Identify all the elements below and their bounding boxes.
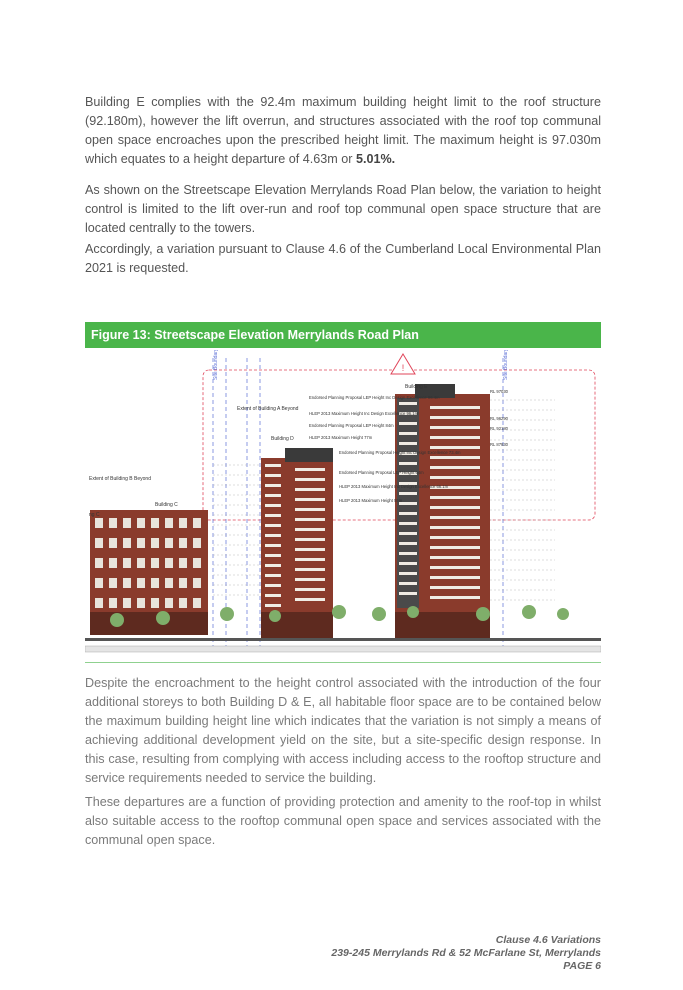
paragraph-streetscape: As shown on the Streetscape Elevation Merrylands Road Plan below, the variation to height control is limited to the lift over-run and roof top communal open space structure that are located centrally to the towers. [85,183,601,235]
footer-document-title: Clause 4.6 Variations [495,934,601,946]
annotation-endorsed-1: Endorsed Planning Proposal LEP Height Inc Design Excellence 96.4m [309,395,440,400]
building-c-left-label: ng C [89,512,100,518]
footer-address: 239-245 Merrylands Rd & 52 McFarlane St, Merrylands [331,947,601,959]
paragraph-building-e-height [85,93,601,169]
building-e [395,384,490,638]
paragraph-departures: These departures are a function of providing protection and amenity to the roof-top in whilst also suitable access to the rooftop communal open space and services associated with the communal open space. [85,795,601,847]
annotation-rl-c: RL 92180 [490,426,509,431]
annotation-hlep-4: HLEP 2013 Maximum Height 55m [339,498,403,503]
building-d [261,448,333,638]
annotation-hlep-3: HLEP 2013 Maximum Height Inc Design Excellence 66.1m [339,484,449,489]
figure-bottom-rule [85,662,601,663]
annotation-hlep-1: HLEP 2013 Maximum Height Inc Design Excellence 96.1m [309,411,419,416]
streetscape-elevation-figure [85,350,601,660]
building-e-label: Building E [405,384,428,390]
extent-b-label: Extent of Building B Beyond [89,476,151,482]
extent-a-label: Extent of Building A Beyond [237,406,299,412]
paragraph-encroachment: Despite the encroachment to the height control associated with the introduction of the four additional storeys to both Building D & E, all habitable floor space are to be contained below the maximum building height line which indicates that the variation is not simply a means of achieving additional development yield on the site, but a site-specific design response. In this case, resulting from complying with access including access to the rooftop structure and service requirements needed to service the building. [85,676,601,785]
paragraph-variation-request: Accordingly, a variation pursuant to Clause 4.6 of the Cumberland Local Environmental Plan 2021 is requested. [85,242,601,275]
annotation-rl-b: RL 96290 [490,416,509,421]
annotation-endorsed-2: Endorsed Planning Proposal LEP Height 84m [309,423,394,428]
annotation-rl-a: RL 97030 [490,389,509,394]
annotation-hlep-2: HLEP 2013 Maximum Height 77m [309,435,373,440]
building-c-label: Building C [155,502,178,508]
site-boundary-label: Site Boundary [503,350,509,380]
site-boundary-label: Site Boundary [213,350,219,380]
annotation-endorsed-3: Endorsed Planning Proposal Height Inc Design Excellence 73.4m [339,450,461,455]
annotation-endorsed-4: Endorsed Planning Proposal LEP Height 64m [339,470,424,475]
paragraph-text: Building E complies with the 92.4m maximum building height limit to the roof structure (92.180m), however the lift overrun, and structures associated with the roof top communal open space encroaches upon the prescribed height limit. The maximum height is 97.030m which equates to a height departure of 4.63m or [85,95,601,166]
building-c [90,510,208,635]
paragraph-bold-percentage: 5.01%. [355,152,396,166]
elevation-drawing [85,350,601,660]
footer-page-number: PAGE 6 [563,960,601,972]
figure-title: Figure 13: Streetscape Elevation Merrylands Road Plan [85,322,601,348]
building-d-label: Building D [271,436,294,442]
annotation-rl-d: RL 87930 [490,442,509,447]
warning-mark: ! [401,363,405,373]
page-footer [331,934,601,973]
